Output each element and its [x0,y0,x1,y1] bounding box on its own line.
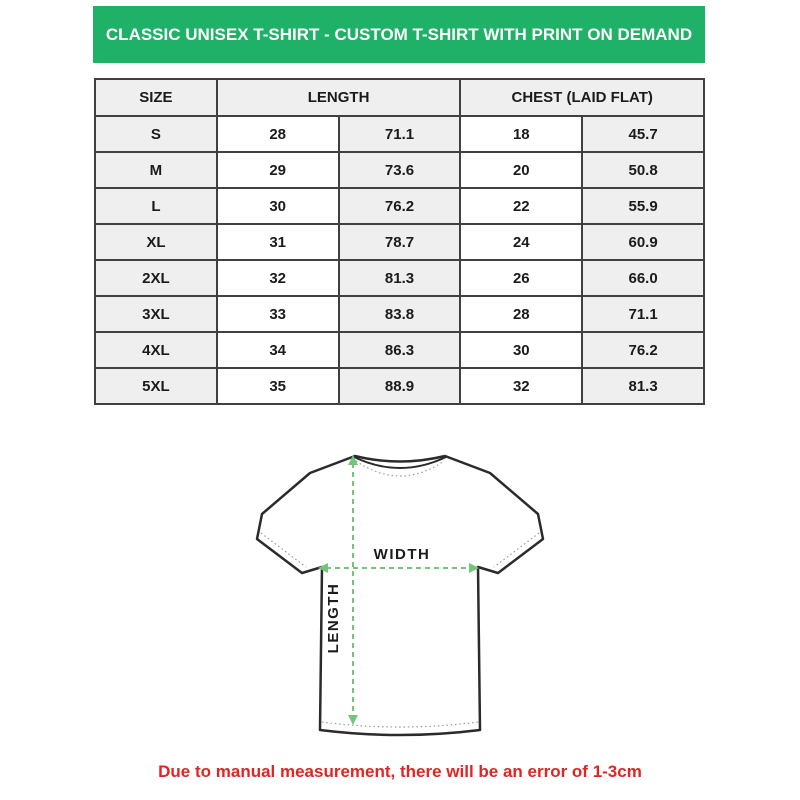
length-cm-cell: 81.3 [339,260,461,296]
size-cell: 3XL [95,296,217,332]
length-in-cell: 33 [217,296,339,332]
chest-in-cell: 32 [460,368,582,404]
size-cell: 2XL [95,260,217,296]
chest-cm-cell: 55.9 [582,188,704,224]
length-cm-cell: 88.9 [339,368,461,404]
table-row [95,296,704,332]
length-in-cell: 31 [217,224,339,260]
length-cm-cell: 86.3 [339,332,461,368]
width-label: WIDTH [373,546,431,563]
length-label: LENGTH [325,582,342,654]
page-title: CLASSIC UNISEX T-SHIRT - CUSTOM T-SHIRT WITH PRINT ON DEMAND [105,24,693,44]
length-in-cell: 29 [217,152,339,188]
size-cell: L [95,188,217,224]
table-row [95,368,704,404]
length-in-cell: 35 [217,368,339,404]
table-header-row [95,79,704,116]
header-size: SIZE [95,79,217,116]
length-cm-cell: 78.7 [339,224,461,260]
measurement-note: Due to manual measurement, there will be an error of 1-3cm [158,762,642,781]
header-chest: CHEST (LAID FLAT) [460,79,704,116]
chest-in-cell: 30 [460,332,582,368]
chest-in-cell: 28 [460,296,582,332]
table-row [95,188,704,224]
length-in-cell: 28 [217,116,339,152]
size-cell: M [95,152,217,188]
length-cm-cell: 71.1 [339,116,461,152]
table-row [95,224,704,260]
table-row [95,260,704,296]
length-cm-cell: 76.2 [339,188,461,224]
table-row [95,332,704,368]
chest-cm-cell: 60.9 [582,224,704,260]
tshirt-outline-icon [257,456,543,735]
chest-in-cell: 26 [460,260,582,296]
chest-in-cell: 22 [460,188,582,224]
length-in-cell: 30 [217,188,339,224]
size-cell: S [95,116,217,152]
chest-cm-cell: 45.7 [582,116,704,152]
length-cm-cell: 83.8 [339,296,461,332]
table-row [95,152,704,188]
chest-cm-cell: 71.1 [582,296,704,332]
length-in-cell: 34 [217,332,339,368]
size-cell: 5XL [95,368,217,404]
size-table [94,78,705,405]
chest-in-cell: 24 [460,224,582,260]
table-row [95,116,704,152]
chest-cm-cell: 50.8 [582,152,704,188]
tshirt-measurement-diagram [250,443,550,743]
length-cm-cell: 73.6 [339,152,461,188]
chest-cm-cell: 66.0 [582,260,704,296]
chest-cm-cell: 81.3 [582,368,704,404]
title-banner [93,6,705,63]
chest-in-cell: 18 [460,116,582,152]
chest-cm-cell: 76.2 [582,332,704,368]
size-cell: XL [95,224,217,260]
header-length: LENGTH [217,79,461,116]
chest-in-cell: 20 [460,152,582,188]
length-in-cell: 32 [217,260,339,296]
size-cell: 4XL [95,332,217,368]
